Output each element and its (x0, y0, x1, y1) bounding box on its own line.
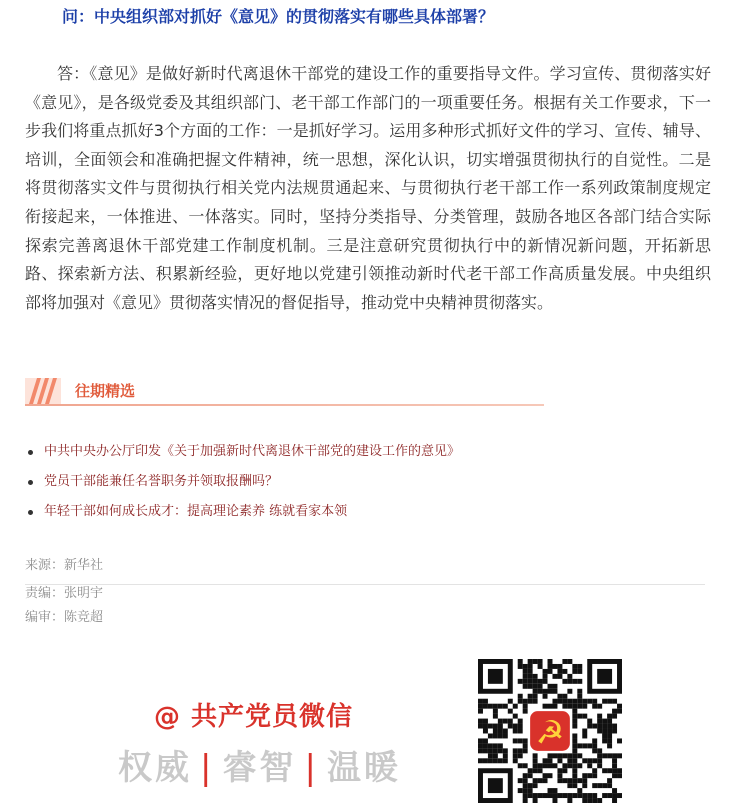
related-link-text[interactable]: 年轻干部如何成长成才：提高理论素养 练就看家本领 (44, 504, 348, 519)
related-links (28, 440, 460, 530)
related-link-item[interactable] (28, 440, 460, 470)
slogan-word: 温暖 (326, 748, 401, 788)
related-link-text[interactable]: 中共中央办公厅印发《关于加强新时代离退休干部党的建设工作的意见》 (44, 444, 461, 459)
slogan-word: 睿智 (222, 748, 297, 788)
qr-code-icon (478, 659, 622, 803)
bullet-icon (28, 450, 33, 455)
section-header (25, 376, 545, 406)
answer-paragraph: 答：《意见》是做好新时代离退休干部党的建设工作的重要指导文件。学习宣传、贯彻落实好《意见》，是各级党委及其组织部门、老干部工作部门的一项重要任务。根据有关工作要求，下一步我们将重点抓好3个方面的工作：一是抓好学习。运用多种形式抓好文件的学习、宣传、辅导、培训，全面领会和准确把握文件精神，统一思想，深化认识，切实增强贯彻执行的自觉性。二是将贯彻落实文件与贯彻执行相关党内法规贯通起来、与贯彻执行老干部工作一系列政策制度规定衔接起来，一体推进、一体落实。同时，坚持分类指导、分类管理，鼓励各地区各部门结合实际探索完善离退休干部党建工作制度机制。三是注意研究贯彻执行中的新情况新问题，开拓新思路、探索新方法、积累新经验，更好地以党建引领推动新时代老干部工作高质量发展。中央组织部将加强对《意见》贯彻落实情况的督促指导，推动党中央精神贯彻落实。 (25, 64, 711, 312)
bullet-icon (28, 480, 33, 485)
party-emblem-icon (530, 711, 570, 751)
section-divider (25, 404, 544, 406)
source-line: 来源：新华社 (25, 556, 705, 585)
stripes-icon (25, 378, 61, 404)
bullet-icon (28, 510, 33, 515)
brand-handle: @ 共产党员微信 (154, 702, 354, 732)
brand-slogan: 权威 | 睿智 | 温暖 (118, 748, 401, 788)
related-link-item[interactable] (28, 500, 460, 530)
svg-text:☭: ☭ (535, 713, 565, 752)
slogan-word: 权威 (118, 748, 192, 788)
question-heading: 问：中央组织部对抓好《意见》的贯彻落实有哪些具体部署？ (62, 7, 495, 26)
related-link-item[interactable] (28, 470, 460, 500)
reviewer-line: 编审：陈竞超 (25, 610, 104, 625)
related-link-text[interactable]: 党员干部能兼任名誉职务并领取报酬吗？ (44, 474, 279, 489)
section-title: 往期精选 (75, 382, 136, 400)
editor-line: 责编：张明宇 (25, 586, 104, 601)
